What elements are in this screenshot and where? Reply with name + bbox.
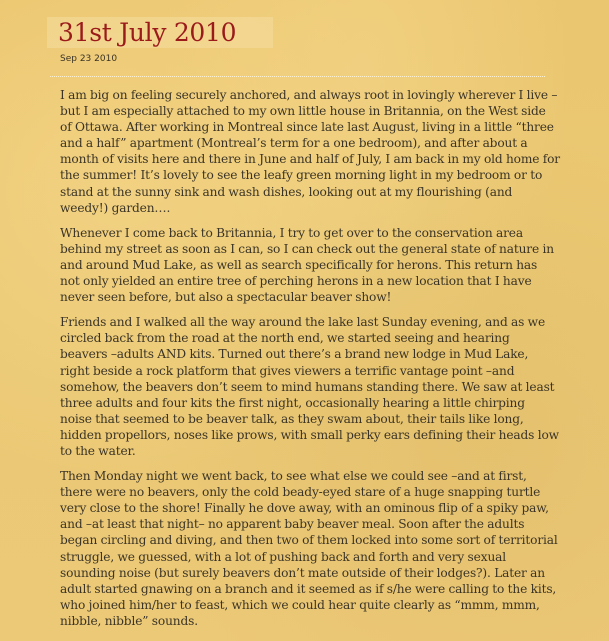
- divider: [50, 76, 545, 77]
- post-title[interactable]: 31st July 2010: [58, 18, 237, 47]
- paragraph: Whenever I come back to Britannia, I try to get over to the conservation area behind my street as soon as I can, so I can check out the general state of nature in and around Mud Lake, as well as search specifically for herons. This return has not only yielded an entire tree of perching herons in a new location that I have never seen before, but also a spectacular beaver show!: [60, 225, 554, 305]
- post-body: [60, 87, 560, 638]
- paragraph: Friends and I walked all the way around the lake last Sunday evening, and as we circled back from the road at the north end, we started seeing and hearing beavers –adults AND kits. Turned out there’s a brand new lodge in Mud Lake, right beside a rock platform that gives viewers a terrific vantage point –and somehow, the beavers don’t seem to mind humans standing there. We saw at least three adults and four kits the first night, occasionally hearing a little chirping noise that seemed to be beaver talk, as they swam about, their tails like long, hidden propellors, noses like prows, with small perky ears defining their heads low to the water.: [60, 315, 559, 458]
- post-date: Sep 23 2010: [60, 54, 118, 64]
- paragraph: Then Monday night we went back, to see what else we could see –and at first, there were no beavers, only the cold beady-eyed stare of a huge snapping turtle very close to the shore! Finally he dove away, with an ominous flip of a spiky paw, and –at least that night– no apparent baby beaver meal. Soon after the adults began circling and diving, and then two of them locked into some sort of territorial struggle, we guessed, with a lot of pushing back and forth and very sexual sounding noise (but surely beavers don’t mate outside of their lodges?). Later an adult started gnawing on a branch and it seemed as if s/he were calling to the kits, who joined him/her to feast, which we could hear quite clearly as “mmm, mmm, nibble, nibble” sounds.: [60, 469, 558, 628]
- paragraph: I am big on feeling securely anchored, and always root in lovingly wherever I live –but I am especially attached to my own little house in Britannia, on the West side of Ottawa. After working in Montreal since late last August, living in a little “three and a half” apartment (Montreal’s term for a one bedroom), and after about a month of visits here and there in June and half of July, I am back in my old home for the summer! It’s lovely to see the leafy green morning light in my bedroom or to stand at the sunny sink and wash dishes, looking out at my flourishing (and weedy!) garden….: [60, 88, 560, 215]
